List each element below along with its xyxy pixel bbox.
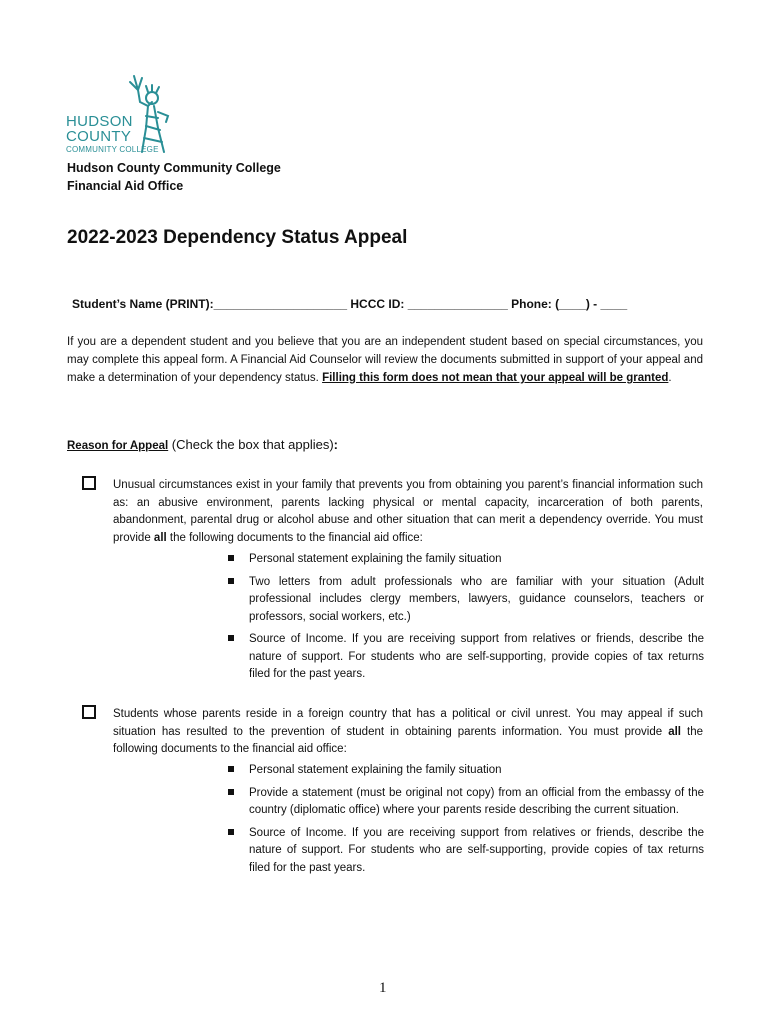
option-foreign-country-unrest <box>113 706 703 759</box>
list-item <box>226 762 704 780</box>
document-item: Source of Income. If you are receiving support from relatives or friends, describe the nature of support. For students who are self-supporting, provide copies of tax returns filed for the past years. <box>249 826 704 874</box>
reason-heading <box>67 437 338 452</box>
option-text: Unusual circumstances exist in your family that prevents you from obtaining you parent’s financial information such as: an abusive environment, parents lacking physical or mental capacity, incarceration of both parents, abandonment, parental drug or alcohol abuse and other situation that can merit a dependency override. You must provide <box>113 479 703 544</box>
list-item <box>226 631 704 684</box>
logo-line-3: COMMUNITY COLLEGE <box>66 145 159 154</box>
logo-line-1: HUDSON <box>66 113 133 130</box>
document-item: Provide a statement (must be original not copy) from an official from the embassy of the country (diplomatic office) where your parents reside describing the current situation. <box>249 786 704 816</box>
intro-end: . <box>668 372 672 384</box>
list-item <box>226 551 704 569</box>
document-item: Personal statement explaining the family situation <box>249 553 502 565</box>
intro-text: If you are a dependent student and you believe that you are an independent student based on special circumstances, you may complete this appeal form. A Financial Aid Counselor will review the documents submitted in support of your appeal and make a determination of your dependency status. <box>67 336 703 384</box>
document-item: Two letters from adult professionals who are familiar with your situation (Adult professional includes clergy members, lawyers, guidance counselors, teachers or professors, social workers, etc.) <box>249 575 704 623</box>
office-name: Financial Aid Office <box>67 179 184 193</box>
page-title: 2022-2023 Dependency Status Appeal <box>67 227 408 248</box>
document-item: Personal statement explaining the family situation <box>249 764 502 776</box>
checkbox-foreign-country-unrest[interactable] <box>82 705 96 719</box>
option-text-end: the following documents to the financial aid office: <box>166 531 423 544</box>
college-logo <box>66 72 184 160</box>
list-item <box>226 825 704 878</box>
option-bold: all <box>668 725 681 738</box>
logo-wordmark <box>66 114 159 154</box>
reason-colon: : <box>333 437 339 452</box>
option-text: Students whose parents reside in a foreign country that has a political or civil unrest. You may appeal if such situation has resulted to the prevention of student in obtaining parents information. You must provide <box>113 708 703 738</box>
document-item: Source of Income. If you are receiving support from relatives or friends, describe the nature of support. For students who are self-supporting, provide copies of tax returns filed for the past years. <box>249 633 704 680</box>
option-text-end: the following documents to the financial aid office: <box>113 725 703 755</box>
list-item <box>226 785 704 820</box>
bullet-icon <box>228 555 234 561</box>
list-item <box>226 574 704 627</box>
college-name: Hudson County Community College <box>67 161 281 175</box>
bullet-icon <box>228 766 234 772</box>
bullet-icon <box>228 635 234 641</box>
student-info-line: Student’s Name (PRINT):____________________ HCCC ID: _______________ Phone: (____) - ____ <box>72 297 628 311</box>
reason-hint: (Check the box that applies) <box>168 437 334 452</box>
required-documents-list-1 <box>226 551 704 689</box>
bullet-icon <box>228 578 234 584</box>
intro-paragraph <box>67 333 703 387</box>
checkbox-unusual-circumstances[interactable] <box>82 476 96 490</box>
required-documents-list-2 <box>226 762 704 882</box>
bullet-icon <box>228 829 234 835</box>
option-unusual-circumstances <box>113 477 703 547</box>
logo-line-2: COUNTY <box>66 128 132 145</box>
page-number: 1 <box>379 980 387 996</box>
reason-label: Reason for Appeal <box>67 440 169 452</box>
intro-disclaimer: Filling this form does not mean that your appeal will be granted <box>322 372 669 384</box>
option-bold: all <box>153 531 167 544</box>
bullet-icon <box>228 789 234 795</box>
